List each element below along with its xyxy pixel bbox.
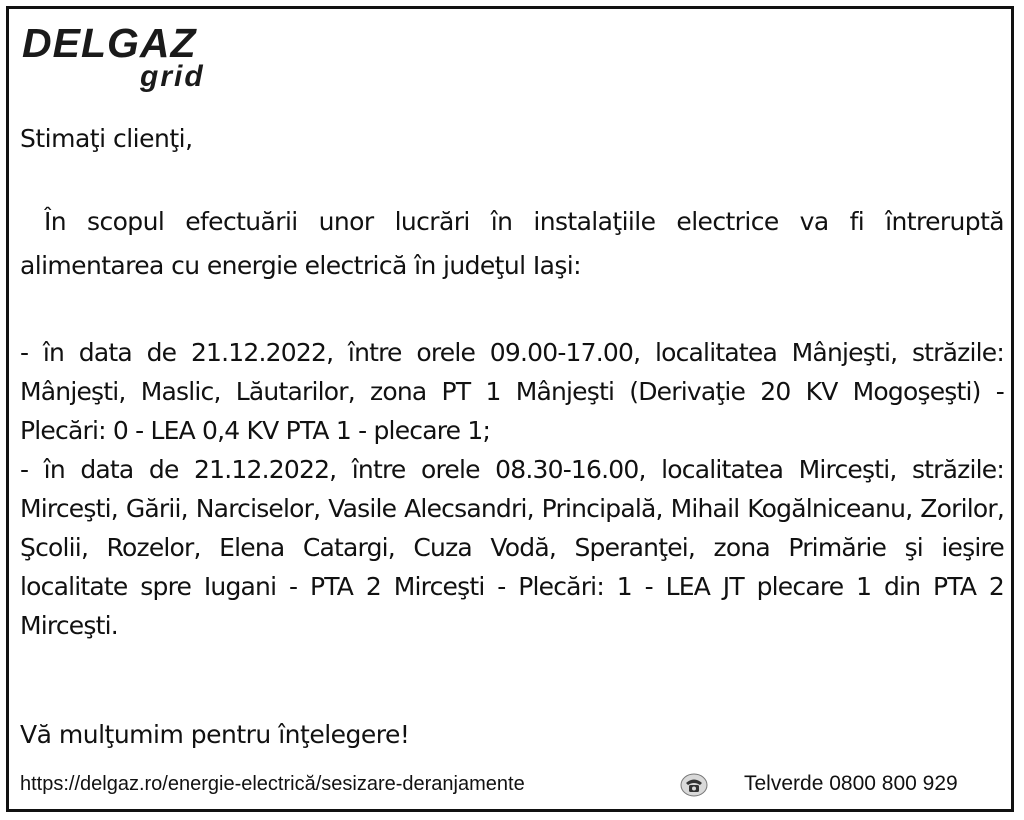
outage-list <box>20 333 1004 645</box>
telephone-icon <box>680 773 708 797</box>
greeting: Stimaţi clienţi, <box>20 124 193 153</box>
logo-sub-text: grid <box>140 60 205 93</box>
delgaz-logo <box>22 20 222 96</box>
outage-item-mircesti: - în data de 21.12.2022, între orele 08.30-16.00, localitatea Mirceşti, străzile: Mirceşti, Gării, Narciselor, Vasile Alecsandri, Principală, Mihail Kogălniceanu, Zorilor, Şcolii, Rozelor, Elena Catargi, Cuza Vodă, Speranţei, zona Primărie şi ieşire localitate spre Iugani - PTA 2 Mirceşti - Plecări: 1 - LEA JT plecare 1 din PTA 2 Mirceşti. <box>20 455 1004 640</box>
logo-main-text: DELGAZ <box>22 20 197 66</box>
intro-paragraph: În scopul efectuării unor lucrări în instalaţiile electrice va fi întreruptă alimentarea cu energie electrică în judeţul Iaşi: <box>20 207 1004 280</box>
footer-url-link[interactable]: https://delgaz.ro/energie-electrică/sesizare-deranjamente <box>20 773 525 795</box>
thanks-line: Vă mulţumim pentru înţelegere! <box>20 720 410 749</box>
footer-phone: Telverde 0800 800 929 <box>744 772 958 795</box>
outage-item-manjesti: - în data de 21.12.2022, între orele 09.00-17.00, localitatea Mânjeşti, străzile: Mânjeşti, Maslic, Lăutarilor, zona PT 1 Mânjeşti (Derivaţie 20 KV Mogoşeşti) - Plecări: 0 - LEA 0,4 KV PTA 1 - plecare 1; <box>20 338 1004 445</box>
